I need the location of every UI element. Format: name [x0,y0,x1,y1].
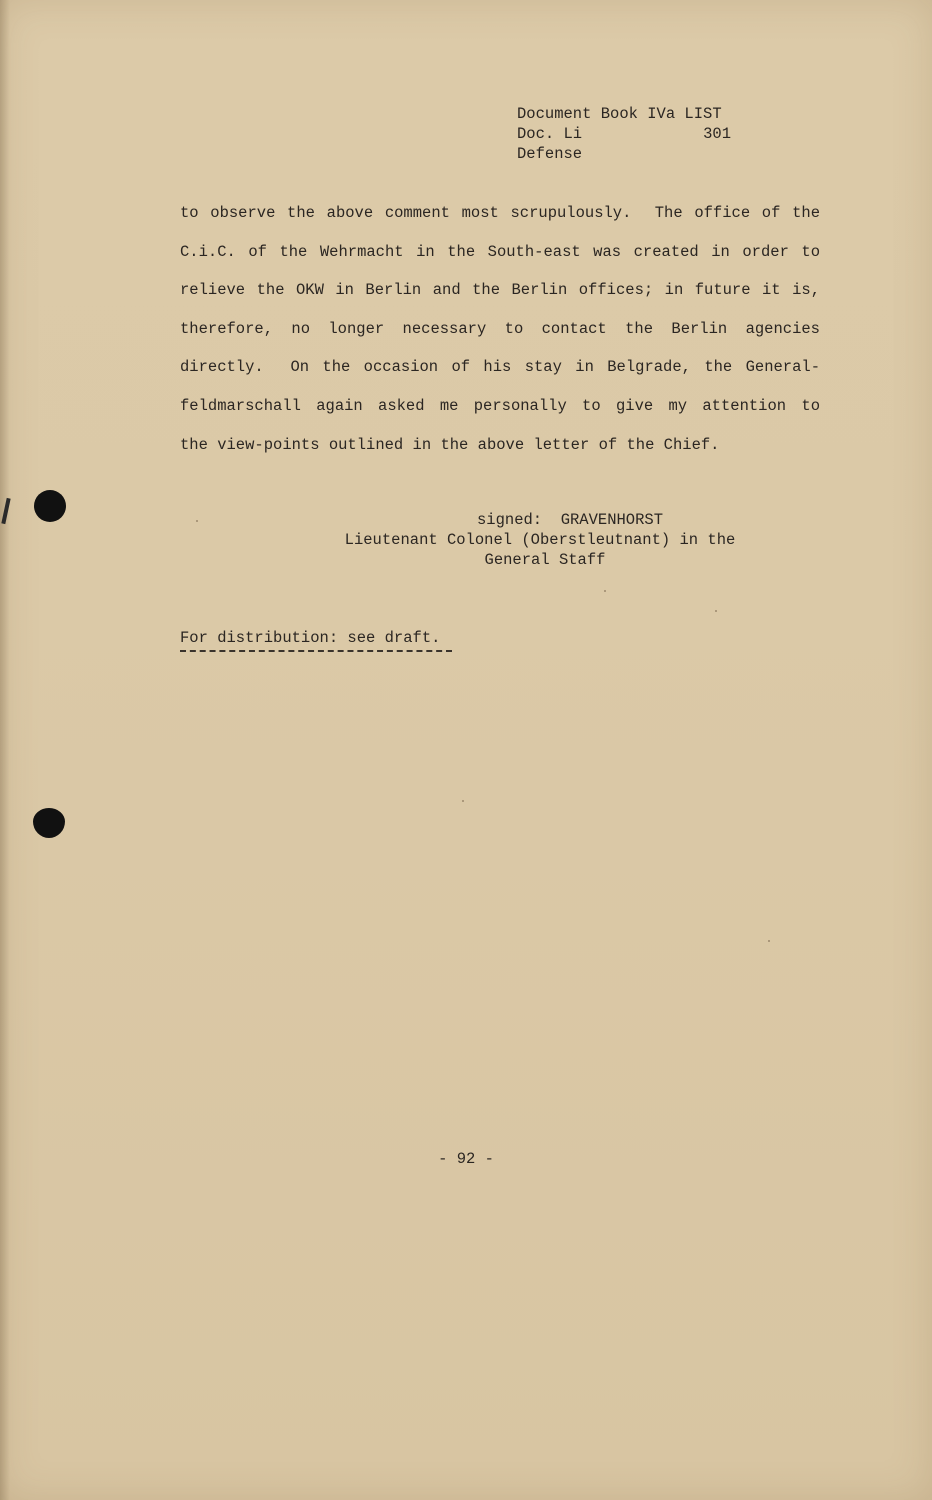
body-line: feldmarschall again asked me personally to give my attention to [180,396,820,415]
distribution-underline [180,650,452,652]
paper-speck [462,800,464,802]
body-line: relieve the OKW in Berlin and the Berlin offices; in future it is, [180,281,820,300]
body-line: directly. On the occasion of his stay in Belgrade, the General- [180,358,820,377]
signature-rank-line: Lieutenant Colonel (Oberstleutnant) in the [344,531,736,549]
header-line-1 [517,104,747,124]
body-line: to observe the above comment most scrupulously. The office of the [180,204,820,222]
distribution-text: For distribution: see draft. [180,629,441,647]
header-defense-label: Defense [517,145,583,163]
paper-speck [715,610,717,612]
header-book-title: Document Book IVa LIST [517,105,722,123]
signature-staff-line: General Staff [484,551,606,569]
distribution-note [180,628,452,652]
punch-hole-top [34,490,66,522]
paper-speck [604,590,606,592]
signature-signed-line: signed: GRAVENHORST [476,511,664,529]
punch-hole-bottom [33,808,65,838]
page-edge-shadow [0,0,10,1500]
paper-speck [768,940,770,942]
body-paragraph [180,198,820,468]
header-doc-number: 301 [703,125,731,143]
header-line-2 [517,124,747,144]
body-line: C.i.C. of the Wehrmacht in the South-east was created in order to [180,242,820,261]
header-doc-label: Doc. Li [517,125,583,143]
header-line-3 [517,144,747,164]
page-number: - 92 - [438,1150,494,1168]
body-line: the view-points outlined in the above letter of the Chief. [180,435,720,454]
signature-block [320,510,760,570]
document-header [517,104,747,164]
body-line: therefore, no longer necessary to contact the Berlin agencies [180,319,820,338]
paper-speck [196,520,198,522]
